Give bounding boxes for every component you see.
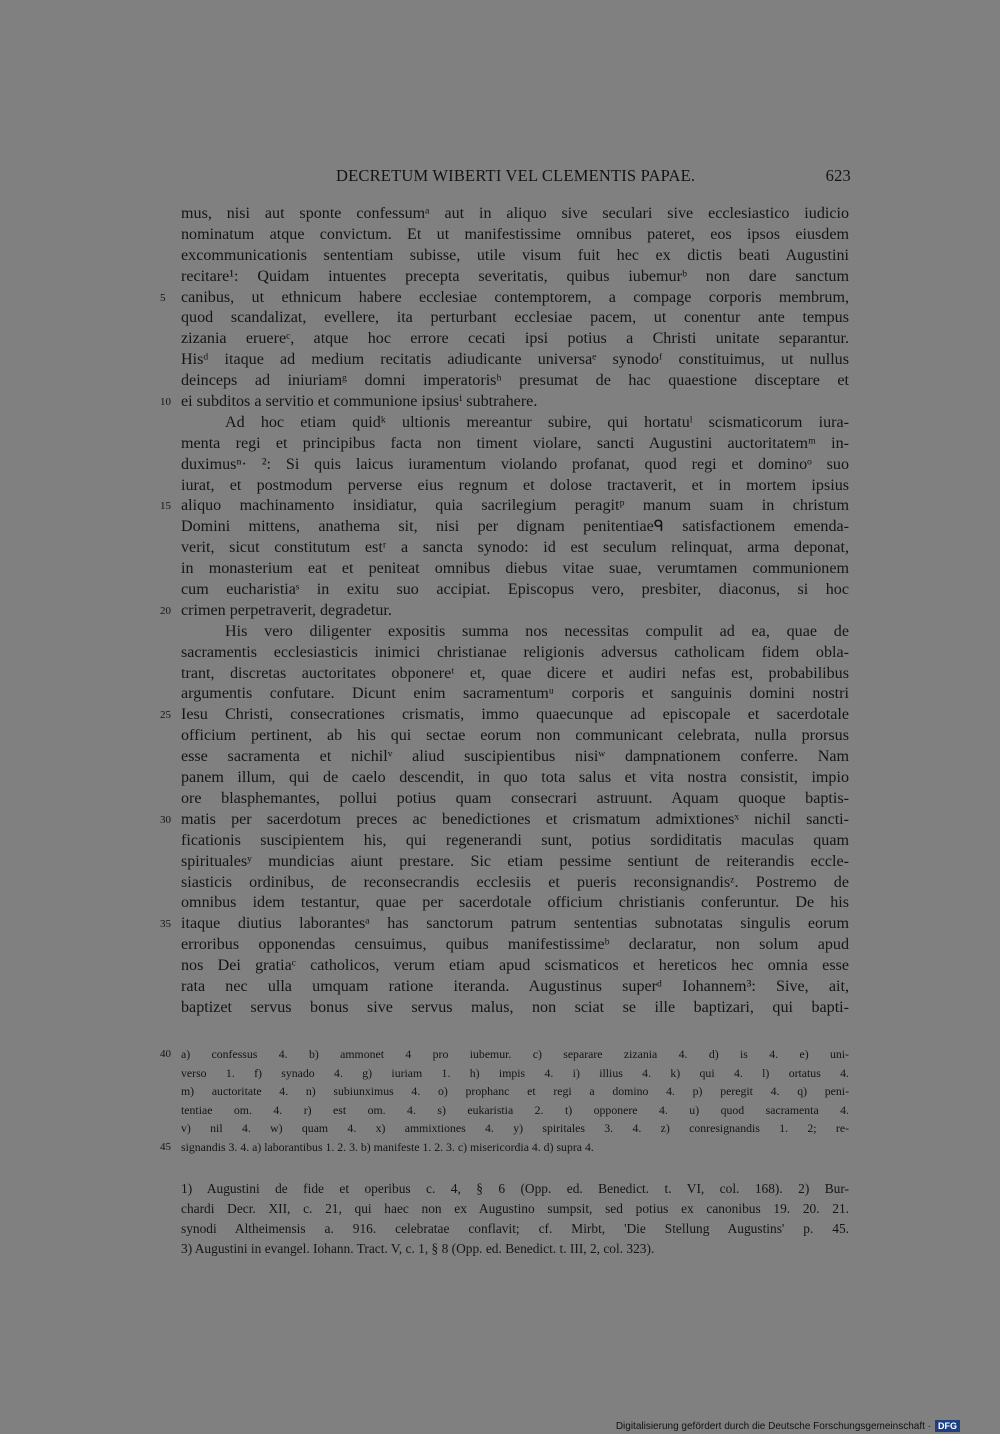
- text-line-text: argumentis confutare. Dicunt enim sacramentumᵘ corporis et sanguinis domini nostri: [181, 685, 849, 703]
- source-note-line: [181, 1179, 849, 1199]
- text-line-text: crimen perpetraverit, degradetur.: [181, 601, 392, 619]
- source-note-line-text: synodi Altheimensis a. 916. celebratae conflavit; cf. Mirbt, 'Die Stellung Augustins' p. 45.: [181, 1221, 849, 1236]
- text-line: [181, 225, 849, 246]
- text-line: [181, 873, 849, 894]
- variant-note-line: [160, 1045, 849, 1064]
- digitization-credit: [616, 1420, 960, 1434]
- text-line: [160, 914, 849, 935]
- text-line-text: omnibus idem testantur, quae per sacerdotale officium christianis conferuntur. De his: [181, 894, 849, 912]
- text-line-text: rata nec ulla umquam ratione iteranda. Augustinus superᵈ Iohannem³: Sive, ait,: [181, 977, 849, 995]
- text-line: [181, 538, 849, 559]
- text-line-text: sacramentis ecclesiasticis inimici christianae religionis adversus catholicam fidem obla-: [181, 643, 849, 661]
- running-title: DECRETUM WIBERTI VEL CLEMENTIS PAPAE.: [336, 166, 696, 185]
- variant-note-line: [181, 1119, 849, 1138]
- variant-note-line-text: signandis 3. 4. a) laborantibus 1. 2. 3. b) manifeste 1. 2. 3. c) misericordia 4. d) supra 4.: [181, 1139, 594, 1154]
- text-line: [181, 977, 849, 998]
- line-number: 35: [160, 918, 171, 931]
- text-line-text: trant, discretas auctoritates obponereᵗ et, quae dicere et audiri nefas est, probabilibus: [181, 664, 849, 682]
- text-line-text: itaque diutius laborantesᵃ has sanctorum patrum sententias subnotatas singulis eorum: [181, 915, 849, 933]
- source-note-line-text: 3) Augustini in evangel. Iohann. Tract. V, c. 1, § 8 (Opp. ed. Benedict. t. III, 2, col. 323).: [181, 1241, 655, 1256]
- source-note-line: [181, 1239, 849, 1259]
- text-line: [160, 288, 849, 309]
- dfg-logo: DFG: [935, 1420, 960, 1432]
- line-number: 10: [160, 396, 171, 409]
- text-line-text: erroribus opponendas censuimus, quibus manifestissimeᵇ declaratur, non solum apud: [181, 936, 849, 954]
- variant-note-line-text: m) auctoritate 4. n) subiunximus 4. o) prophanc et regi a domino 4. p) peregit 4. q) peni-: [181, 1084, 849, 1098]
- text-line-text: matis per sacerdotum preces ac benedictiones et crismatum admixtionesˣ nichil sancti-: [181, 810, 849, 828]
- page-number: 623: [825, 166, 851, 185]
- text-line: [181, 768, 849, 789]
- text-line: [181, 517, 849, 538]
- text-line: [181, 747, 849, 768]
- text-line-text: Hisᵈ itaque ad medium recitatis adiudicante universaᵉ synodoᶠ constituimus, ut nullus: [181, 351, 849, 369]
- variant-note-line: [181, 1082, 849, 1101]
- text-line: [181, 350, 849, 371]
- text-line-text: nos Dei gratiaᶜ catholicos, verum etiam apud scismaticos et hereticos hec omnia esse: [181, 957, 849, 975]
- text-line-text: mus, nisi aut sponte confessumᵃ aut in aliquo sive seculari sive ecclesiastico iudicio: [181, 205, 849, 222]
- variant-note-line: [160, 1138, 849, 1157]
- text-line-text: canibus, ut ethnicum habere ecclesiae contemptorem, a compage corporis membrum,: [181, 288, 849, 306]
- text-line: [160, 392, 849, 413]
- text-line-text: verit, sicut constitutum estʳ a sancta synodo: id est seculum relinquat, arma deponat,: [181, 539, 849, 557]
- text-line-text: ficationis suscipientem his, qui regenerandi sunt, potius sordiditatis maculas quam: [181, 831, 849, 849]
- text-line: [181, 308, 849, 329]
- text-line: [181, 371, 849, 392]
- text-line: [181, 329, 849, 350]
- variant-note-line: [181, 1064, 849, 1083]
- text-line-text: Domini mittens, anathema sit, nisi per dignam penitentiaeᑫ satisfactionem emenda-: [181, 518, 849, 536]
- text-line: [181, 246, 849, 267]
- text-line: [181, 204, 849, 225]
- text-line-text: Iesu Christi, consecrationes crismatis, immo quaecunque ad episcopale et sacerdotale: [181, 706, 849, 724]
- text-line-text: iurat, et postmodum perverse eius regnum et dolose tractaverit, et in mortem ipsius: [181, 476, 849, 494]
- line-number: 40: [160, 1048, 171, 1060]
- text-line: [181, 434, 849, 455]
- text-line: [181, 413, 849, 434]
- variant-note-line-text: tentiae om. 4. r) est om. 4. s) eukaristia 2. t) opponere 4. u) quod sacramenta 4.: [181, 1102, 849, 1117]
- text-line: [181, 559, 849, 580]
- text-line-text: officium pertinent, ab his qui sectae eorum non communicant celebrata, nulla prorsus: [181, 727, 849, 745]
- variant-note-line: [181, 1101, 849, 1120]
- source-note-line-text: chardi Decr. XII, c. 21, qui haec non ex Augustino sumpsit, sed potius ex canonibus 19. 20. 21.: [181, 1201, 849, 1216]
- text-line: [181, 622, 849, 643]
- text-line: [160, 601, 849, 622]
- source-footnotes: [181, 1179, 849, 1259]
- running-header: [336, 166, 851, 188]
- text-line-text: menta regi et principibus facta non timent violare, sancti Augustini auctoritatemᵐ in-: [181, 434, 849, 452]
- text-line-text: ore blasphemantes, pollui potius quam consecrari astruunt. Aquam quoque baptis-: [181, 789, 849, 807]
- text-line-text: aliquo machinamento insidiatur, quia sacrilegium peragitᵖ manum suam in christum: [181, 497, 849, 515]
- text-line-text: siasticis ordinibus, de reconsecrandis ecclesiis et pueris reconsignandisᶻ. Postremo de: [181, 873, 849, 891]
- text-line-text: nominatum atque convictum. Et ut manifestissime omnibus pateret, eos ipsos eiusdem: [181, 225, 849, 243]
- line-number: 15: [160, 500, 171, 513]
- text-line: [181, 789, 849, 810]
- text-line-text: quod scandalizat, evellere, ita perturbant ecclesiae pacem, ut conentur ante tempus: [181, 309, 849, 327]
- text-line: [181, 643, 849, 664]
- text-line: [181, 935, 849, 956]
- text-line: [181, 831, 849, 852]
- text-line-text: His vero diligenter expositis summa nos necessitas compulit ad ea, quae de: [225, 622, 849, 640]
- variant-note-line-text: v) nil 4. w) quam 4. x) ammixtiones 4. y) spiritales 3. 4. z) conresignandis 1. 2; re-: [181, 1121, 849, 1135]
- text-line: [181, 852, 849, 873]
- text-line: [181, 580, 849, 601]
- main-text: [160, 204, 849, 1019]
- credit-text: Digitalisierung gefördert durch die Deutsche Forschungsgemeinschaft ·: [615, 1421, 931, 1432]
- source-note-line: [181, 1219, 849, 1239]
- text-line: [160, 496, 849, 517]
- variant-apparatus: [160, 1045, 849, 1156]
- text-line: [160, 705, 849, 726]
- text-line: [181, 455, 849, 476]
- text-line: [181, 998, 849, 1019]
- text-line-text: in monasterium eat et peniteat omnibus diebus vitae suae, verumtamen communionem: [181, 560, 849, 578]
- text-line-text: esse sacramenta et nichilᵛ aliud suscipientibus nisiʷ dampnationem conferre. Nam: [181, 748, 849, 766]
- text-line: [181, 956, 849, 977]
- text-line-text: duximusⁿ· ²: Si quis laicus iuramentum violando profanat, quod regi et dominoᵒ suo: [181, 455, 849, 473]
- text-line-text: cum eucharistiaˢ in exitu suo accipiat. Episcopus vero, presbiter, diaconus, si hoc: [181, 581, 849, 599]
- text-line-text: spiritualesʸ mundicias aiunt prestare. Sic etiam pessime sentiunt de reiterandis eccle-: [181, 852, 849, 870]
- text-line: [181, 664, 849, 685]
- text-line-text: zizania eruereᶜ, atque hoc errore cecati ipsi potius a Christi unitate separantur.: [181, 330, 849, 348]
- text-line: [181, 476, 849, 497]
- text-line-text: recitare¹: Quidam intuentes precepta severitatis, quibus iubemurᵇ non dare sanctum: [181, 267, 849, 285]
- line-number: 20: [160, 604, 171, 617]
- text-line: [181, 267, 849, 288]
- text-line: [181, 684, 849, 705]
- text-line: [160, 810, 849, 831]
- text-line-text: deinceps ad iniuriamᵍ domni imperatorisʰ presumat de hac quaestione disceptare et: [181, 372, 849, 390]
- text-line-text: ei subditos a servitio et communione ipsiusⁱ subtrahere.: [181, 393, 538, 411]
- variant-note-line-text: verso 1. f) synado 4. g) iuriam 1. h) impis 4. i) illius 4. k) qui 4. l) ortatus 4.: [181, 1065, 849, 1080]
- text-line-text: excommunicationis sententiam subisse, utile visum fuit hec ex dictis beati Augustini: [181, 246, 849, 264]
- text-line: [181, 893, 849, 914]
- variant-note-line-text: a) confessus 4. b) ammonet 4 pro iubemur. c) separare zizania 4. d) is 4. e) uni-: [181, 1047, 849, 1061]
- line-number: 45: [160, 1140, 171, 1153]
- text-line: [181, 726, 849, 747]
- text-line-text: Ad hoc etiam quidᵏ ultionis mereantur subire, qui hortatuˡ scismaticorum iura-: [225, 413, 849, 431]
- source-note-line: [181, 1199, 849, 1219]
- line-number: 25: [160, 709, 171, 722]
- line-number: 5: [160, 291, 166, 304]
- text-line-text: baptizet servus bonus sive servus malus, non sciat se ille baptizari, qui bapti-: [181, 998, 849, 1016]
- line-number: 30: [160, 813, 171, 826]
- text-line-text: panem illum, qui de caelo descendit, in quo tota salus et vita nostra consistit, impio: [181, 769, 849, 787]
- source-note-line-text: 1) Augustini de fide et operibus c. 4, § 6 (Opp. ed. Benedict. t. VI, col. 168). 2) Bur-: [181, 1181, 849, 1196]
